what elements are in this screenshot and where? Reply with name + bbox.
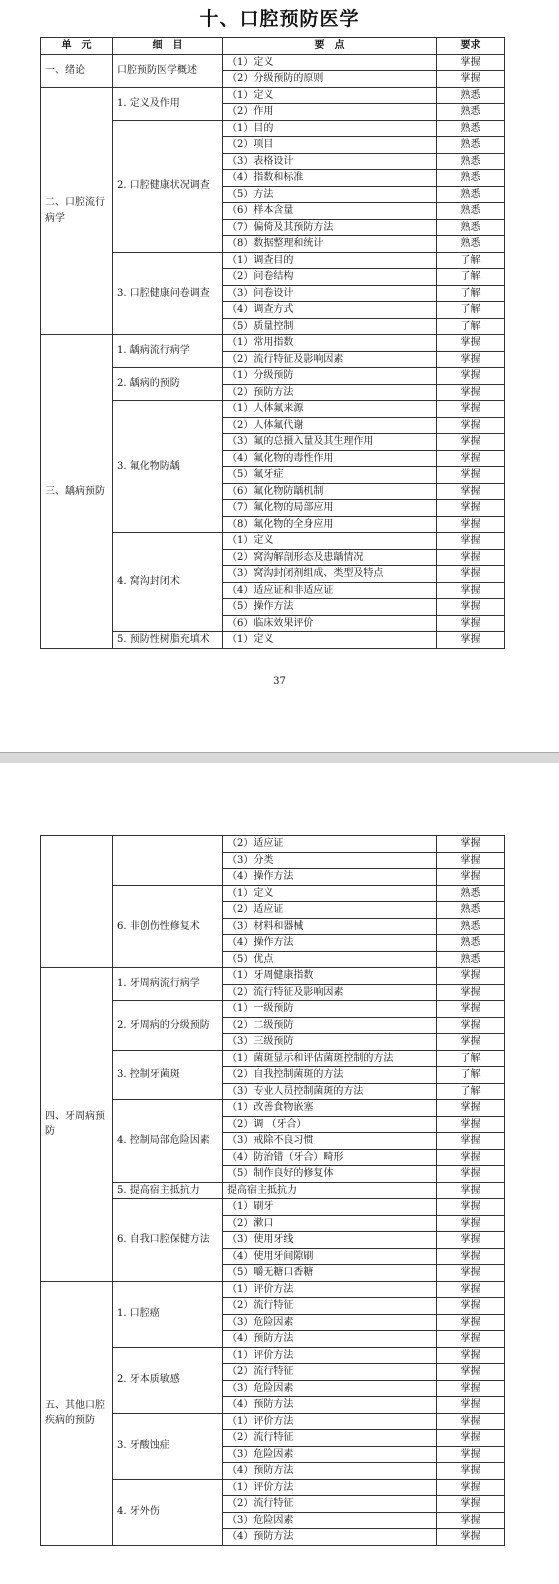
requirement-cell: 掌握 <box>437 1149 505 1166</box>
requirement-cell: 掌握 <box>437 384 505 401</box>
requirement-cell: 了解 <box>437 285 505 302</box>
syllabus-table-page-1 <box>40 37 505 649</box>
point-cell: （4）预防方法 <box>223 1463 437 1480</box>
requirement-cell: 了解 <box>437 1067 505 1084</box>
requirement-cell: 掌握 <box>437 1232 505 1249</box>
requirement-cell: 熟悉 <box>437 170 505 187</box>
point-cell: （1）刷牙 <box>223 1199 437 1216</box>
point-cell: （2）窝沟解剖形态及患龋情况 <box>223 549 437 566</box>
unit-cell: 五、其他口腔疾病的预防 <box>41 1281 113 1545</box>
requirement-cell: 掌握 <box>437 450 505 467</box>
requirement-cell: 掌握 <box>437 1331 505 1348</box>
point-cell: （2）人体氟代谢 <box>223 417 437 434</box>
requirement-cell: 掌握 <box>437 516 505 533</box>
point-cell: （3）分类 <box>223 852 437 869</box>
detail-cell: 3. 牙酸蚀症 <box>113 1413 223 1479</box>
table-row <box>41 335 505 352</box>
point-cell: （2）适应证 <box>223 836 437 853</box>
requirement-cell: 掌握 <box>437 1182 505 1199</box>
point-cell: （1）定义 <box>223 533 437 550</box>
requirement-cell: 了解 <box>437 1050 505 1067</box>
point-cell: （1）菌斑显示和评估菌斑控制的方法 <box>223 1050 437 1067</box>
requirement-cell: 掌握 <box>437 968 505 985</box>
requirement-cell: 掌握 <box>437 1314 505 1331</box>
requirement-cell: 熟悉 <box>437 918 505 935</box>
header-unit: 单 元 <box>41 38 113 55</box>
detail-cell: 2. 牙周病的分级预防 <box>113 1001 223 1051</box>
header-point: 要 点 <box>223 38 437 55</box>
requirement-cell: 掌握 <box>437 1265 505 1282</box>
detail-cell: 4. 牙外伤 <box>113 1479 223 1545</box>
point-cell: （4）预防方法 <box>223 1331 437 1348</box>
point-cell: （4）调查方式 <box>223 302 437 319</box>
requirement-cell: 掌握 <box>437 1281 505 1298</box>
point-cell: （5）方法 <box>223 186 437 203</box>
unit-cell <box>41 836 113 968</box>
requirement-cell: 掌握 <box>437 1001 505 1018</box>
point-cell: （3）窝沟封闭剂组成、类型及特点 <box>223 566 437 583</box>
requirement-cell: 掌握 <box>437 1529 505 1546</box>
table-header-row <box>41 38 505 55</box>
requirement-cell: 掌握 <box>437 401 505 418</box>
point-cell: （1）评价方法 <box>223 1347 437 1364</box>
page-title: 十、口腔预防医学 <box>199 8 360 30</box>
point-cell: 提高宿主抵抗力 <box>223 1182 437 1199</box>
requirement-cell: 掌握 <box>437 71 505 88</box>
requirement-cell: 掌握 <box>437 852 505 869</box>
point-cell: （2）调 （牙合） <box>223 1116 437 1133</box>
point-cell: （5）氟牙症 <box>223 467 437 484</box>
detail-cell: 3. 口腔健康问卷调查 <box>113 252 223 335</box>
table-row <box>41 836 505 853</box>
detail-cell: 6. 非创伤性修复术 <box>113 885 223 968</box>
point-cell: （2）流行特征 <box>223 1364 437 1381</box>
point-cell: （7）偏倚及其预防方法 <box>223 219 437 236</box>
requirement-cell: 掌握 <box>437 467 505 484</box>
detail-cell: 1. 龋病流行病学 <box>113 335 223 368</box>
point-cell: （1）定义 <box>223 54 437 71</box>
point-cell: （2）漱口 <box>223 1215 437 1232</box>
point-cell: （5）嚼无糖口香糖 <box>223 1265 437 1282</box>
point-cell: （6）临床效果评价 <box>223 615 437 632</box>
point-cell: （1）分级预防 <box>223 368 437 385</box>
requirement-cell: 掌握 <box>437 1430 505 1447</box>
requirement-cell: 掌握 <box>437 368 505 385</box>
point-cell: （8）数据整理和统计 <box>223 236 437 253</box>
requirement-cell: 熟悉 <box>437 951 505 968</box>
detail-cell <box>113 836 223 886</box>
requirement-cell: 掌握 <box>437 533 505 550</box>
point-cell: （3）危险因素 <box>223 1380 437 1397</box>
requirement-cell: 掌握 <box>437 1248 505 1265</box>
requirement-cell: 掌握 <box>437 1397 505 1414</box>
requirement-cell: 熟悉 <box>437 236 505 253</box>
point-cell: （2）预防方法 <box>223 384 437 401</box>
point-cell: （4）操作方法 <box>223 935 437 952</box>
point-cell: （5）制作良好的修复体 <box>223 1166 437 1183</box>
detail-cell: 3. 控制牙菌斑 <box>113 1050 223 1100</box>
point-cell: （3）危险因素 <box>223 1446 437 1463</box>
requirement-cell: 掌握 <box>437 836 505 853</box>
header-requirement: 要求 <box>437 38 505 55</box>
requirement-cell: 掌握 <box>437 1446 505 1463</box>
table-row <box>41 1281 505 1298</box>
requirement-cell: 掌握 <box>437 500 505 517</box>
requirement-cell: 了解 <box>437 1083 505 1100</box>
requirement-cell: 熟悉 <box>437 120 505 137</box>
detail-cell: 5. 提高宿主抵抗力 <box>113 1182 223 1199</box>
point-cell: （2）项目 <box>223 137 437 154</box>
point-cell: （4）预防方法 <box>223 1529 437 1546</box>
point-cell: （1）定义 <box>223 632 437 649</box>
point-cell: （1）常用指数 <box>223 335 437 352</box>
requirement-cell: 掌握 <box>437 1017 505 1034</box>
point-cell: （1）定义 <box>223 87 437 104</box>
table-row <box>41 87 505 104</box>
point-cell: （5）操作方法 <box>223 599 437 616</box>
point-cell: （2）流行特征 <box>223 1496 437 1513</box>
requirement-cell: 掌握 <box>437 483 505 500</box>
point-cell: （1）评价方法 <box>223 1281 437 1298</box>
requirement-cell: 熟悉 <box>437 219 505 236</box>
detail-cell: 3. 氟化物防龋 <box>113 401 223 533</box>
requirement-cell: 掌握 <box>437 1100 505 1117</box>
point-cell: （3）使用牙线 <box>223 1232 437 1249</box>
point-cell: （1）调查目的 <box>223 252 437 269</box>
unit-cell: 一、绪论 <box>41 54 113 87</box>
point-cell: （3）材料和器械 <box>223 918 437 935</box>
table-row <box>41 968 505 985</box>
requirement-cell: 掌握 <box>437 599 505 616</box>
point-cell: （8）氟化物的全身应用 <box>223 516 437 533</box>
point-cell: （6）氟化物防龋机制 <box>223 483 437 500</box>
point-cell: （4）使用牙间隙刷 <box>223 1248 437 1265</box>
requirement-cell: 了解 <box>437 302 505 319</box>
detail-cell: 5. 预防性树脂充填术 <box>113 632 223 649</box>
detail-cell: 2. 口腔健康状况调查 <box>113 120 223 252</box>
unit-cell: 二、口腔流行病学 <box>41 87 113 335</box>
requirement-cell: 掌握 <box>437 1034 505 1051</box>
requirement-cell: 了解 <box>437 269 505 286</box>
requirement-cell: 掌握 <box>437 1199 505 1216</box>
point-cell: （1）改善食物嵌塞 <box>223 1100 437 1117</box>
point-cell: （2）流行特征及影响因素 <box>223 351 437 368</box>
requirement-cell: 掌握 <box>437 632 505 649</box>
requirement-cell: 熟悉 <box>437 104 505 121</box>
requirement-cell: 掌握 <box>437 1347 505 1364</box>
requirement-cell: 掌握 <box>437 351 505 368</box>
point-cell: （4）防治错（牙合）畸形 <box>223 1149 437 1166</box>
point-cell: （5）优点 <box>223 951 437 968</box>
point-cell: （4）氟化物的毒性作用 <box>223 450 437 467</box>
requirement-cell: 熟悉 <box>437 87 505 104</box>
requirement-cell: 掌握 <box>437 1463 505 1480</box>
requirement-cell: 掌握 <box>437 335 505 352</box>
point-cell: （1）人体氟来源 <box>223 401 437 418</box>
point-cell: （1）目的 <box>223 120 437 137</box>
detail-cell: 1. 定义及作用 <box>113 87 223 120</box>
point-cell: （3）戒除不良习惯 <box>223 1133 437 1150</box>
point-cell: （2）作用 <box>223 104 437 121</box>
requirement-cell: 熟悉 <box>437 935 505 952</box>
requirement-cell: 掌握 <box>437 54 505 71</box>
point-cell: （2）分级预防的原则 <box>223 71 437 88</box>
point-cell: （3）专业人员控制菌斑的方法 <box>223 1083 437 1100</box>
page-number: 37 <box>273 676 286 687</box>
detail-cell: 2. 龋病的预防 <box>113 368 223 401</box>
page-2 <box>0 763 559 1584</box>
point-cell: （3）危险因素 <box>223 1314 437 1331</box>
detail-cell: 1. 牙周病流行病学 <box>113 968 223 1001</box>
detail-cell: 4. 窝沟封闭术 <box>113 533 223 632</box>
point-cell: （3）危险因素 <box>223 1512 437 1529</box>
requirement-cell: 了解 <box>437 252 505 269</box>
point-cell: （1）评价方法 <box>223 1479 437 1496</box>
requirement-cell: 熟悉 <box>437 203 505 220</box>
requirement-cell: 掌握 <box>437 615 505 632</box>
requirement-cell: 熟悉 <box>437 137 505 154</box>
point-cell: （1）牙周健康指数 <box>223 968 437 985</box>
unit-cell: 四、牙周病预防 <box>41 968 113 1282</box>
point-cell: （2）流行特征 <box>223 1298 437 1315</box>
requirement-cell: 掌握 <box>437 1496 505 1513</box>
requirement-cell: 掌握 <box>437 1479 505 1496</box>
requirement-cell: 掌握 <box>437 1116 505 1133</box>
requirement-cell: 掌握 <box>437 1380 505 1397</box>
requirement-cell: 掌握 <box>437 1298 505 1315</box>
point-cell: （4）适应证和非适应证 <box>223 582 437 599</box>
requirement-cell: 掌握 <box>437 1215 505 1232</box>
point-cell: （7）氟化物的局部应用 <box>223 500 437 517</box>
detail-cell: 2. 牙本质敏感 <box>113 1347 223 1413</box>
requirement-cell: 了解 <box>437 318 505 335</box>
requirement-cell: 掌握 <box>437 1512 505 1529</box>
requirement-cell: 掌握 <box>437 582 505 599</box>
syllabus-table-page-2 <box>40 835 505 1546</box>
requirement-cell: 熟悉 <box>437 186 505 203</box>
detail-cell: 6. 自我口腔保健方法 <box>113 1199 223 1282</box>
requirement-cell: 掌握 <box>437 1413 505 1430</box>
requirement-cell: 掌握 <box>437 566 505 583</box>
requirement-cell: 掌握 <box>437 869 505 886</box>
table-row <box>41 54 505 71</box>
point-cell: （2）自我控制菌斑的方法 <box>223 1067 437 1084</box>
requirement-cell: 掌握 <box>437 434 505 451</box>
point-cell: （3）氟的总摄入量及其生理作用 <box>223 434 437 451</box>
requirement-cell: 熟悉 <box>437 902 505 919</box>
detail-cell: 1. 口腔癌 <box>113 1281 223 1347</box>
unit-cell: 三、龋病预防 <box>41 335 113 649</box>
point-cell: （1）评价方法 <box>223 1413 437 1430</box>
point-cell: （2）问卷结构 <box>223 269 437 286</box>
point-cell: （5）质量控制 <box>223 318 437 335</box>
page-1 <box>0 0 559 752</box>
point-cell: （2）流行特征 <box>223 1430 437 1447</box>
detail-cell: 口腔预防医学概述 <box>113 54 223 87</box>
point-cell: （1）定义 <box>223 885 437 902</box>
point-cell: （3）问卷设计 <box>223 285 437 302</box>
point-cell: （4）预防方法 <box>223 1397 437 1414</box>
requirement-cell: 掌握 <box>437 1166 505 1183</box>
point-cell: （3）表格设计 <box>223 153 437 170</box>
requirement-cell: 掌握 <box>437 549 505 566</box>
point-cell: （2）二级预防 <box>223 1017 437 1034</box>
detail-cell: 4. 控制局部危险因素 <box>113 1100 223 1183</box>
header-detail: 细 目 <box>113 38 223 55</box>
point-cell: （3）三级预防 <box>223 1034 437 1051</box>
point-cell: （2）适应证 <box>223 902 437 919</box>
requirement-cell: 掌握 <box>437 1364 505 1381</box>
point-cell: （4）指数和标准 <box>223 170 437 187</box>
point-cell: （4）操作方法 <box>223 869 437 886</box>
requirement-cell: 掌握 <box>437 417 505 434</box>
requirement-cell: 熟悉 <box>437 885 505 902</box>
requirement-cell: 掌握 <box>437 984 505 1001</box>
point-cell: （2）流行特征及影响因素 <box>223 984 437 1001</box>
requirement-cell: 掌握 <box>437 1133 505 1150</box>
point-cell: （6）样本含量 <box>223 203 437 220</box>
point-cell: （1）一级预防 <box>223 1001 437 1018</box>
requirement-cell: 熟悉 <box>437 153 505 170</box>
